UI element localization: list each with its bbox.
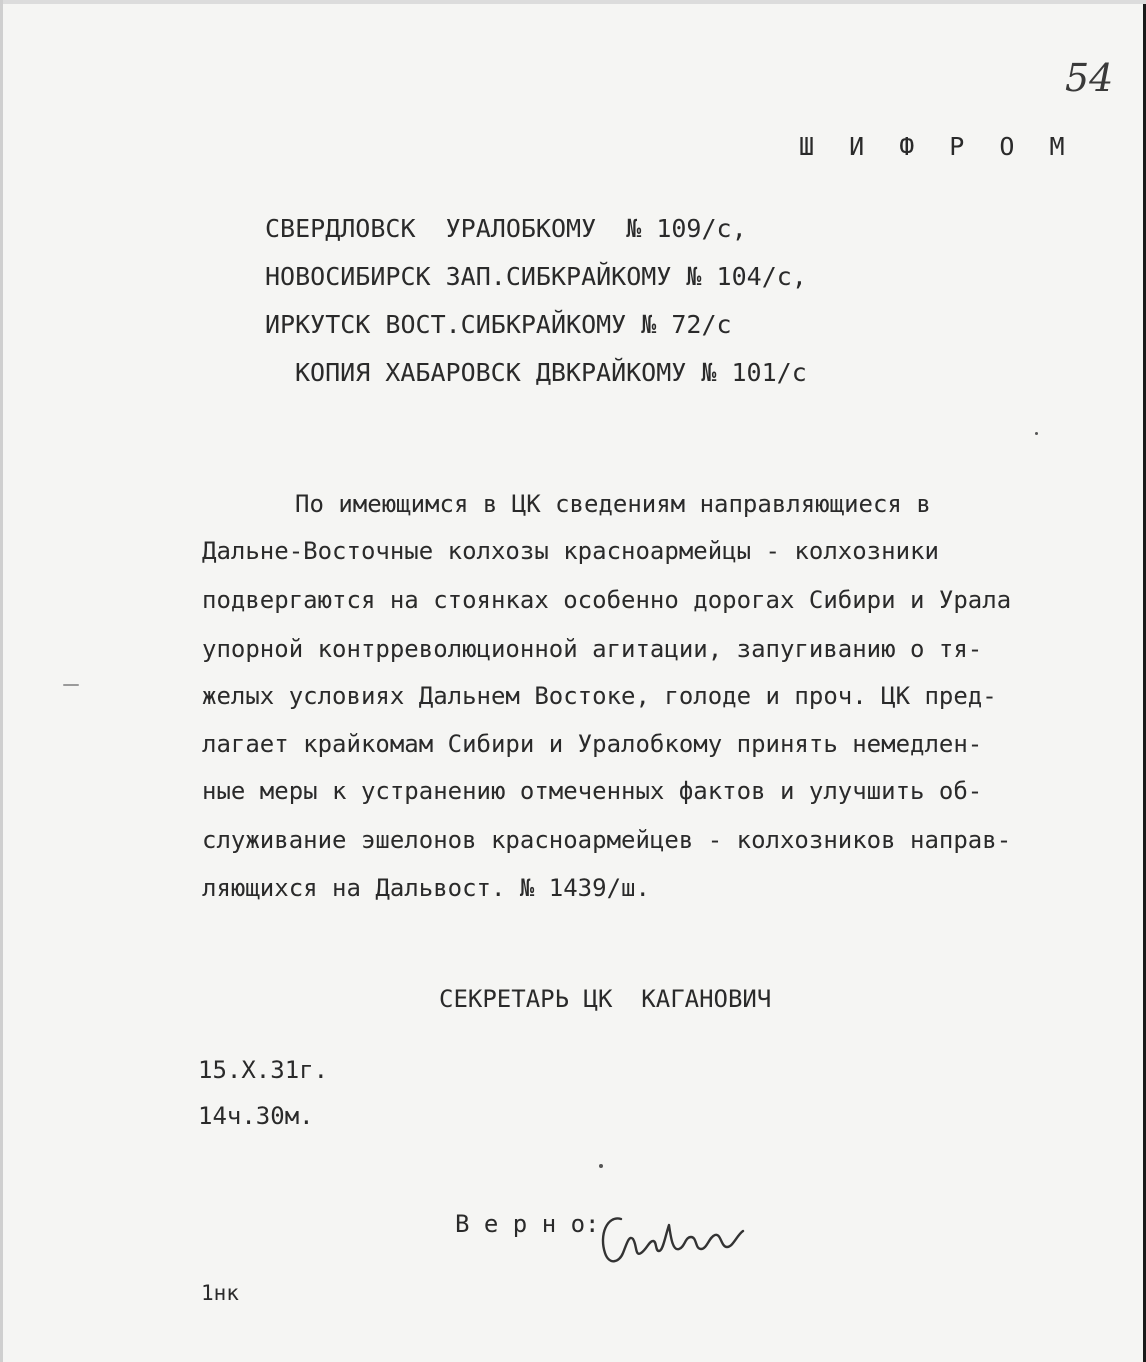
copy-addressee-line: КОПИЯ ХАБАРОВСК ДВКРАЙКОМУ № 101/с xyxy=(295,358,807,387)
body-text-line: ляющихся на Дальвост. № 1439/ш. xyxy=(202,874,650,902)
body-text-line: Дальне-Восточные колхозы красноармейцы - колхозники xyxy=(202,537,939,565)
body-text-line: По имеющимся в ЦК сведениям направляющиеся в xyxy=(295,490,931,518)
margin-mark xyxy=(63,684,79,686)
time-line: 14ч.30м. xyxy=(198,1102,314,1130)
addressee-line: ИРКУТСК ВОСТ.СИБКРАЙКОМУ № 72/с xyxy=(265,310,732,339)
body-text-line: подвергаются на стоянках особенно дорогах Сибири и Урала xyxy=(202,586,1012,614)
signatory-line: СЕКРЕТАРЬ ЦК КАГАНОВИЧ xyxy=(439,985,772,1013)
certification-label: В е р н о: xyxy=(455,1210,600,1238)
body-text-line: упорной контрреволюционной агитации, запугиванию о тя- xyxy=(202,635,983,663)
page-edge xyxy=(3,0,1146,4)
addressee-line: СВЕРДЛОВСК УРАЛОБКОМУ № 109/с, xyxy=(265,214,747,243)
body-text-line: лагает крайкомам Сибири и Уралобкому принять немедлен- xyxy=(202,730,983,758)
handwritten-signature xyxy=(593,1205,753,1275)
body-text-line: служивание эшелонов красноармейцев - колхозников направ- xyxy=(202,826,1012,854)
footer-code: 1нк xyxy=(201,1281,239,1305)
date-line: 15.X.31г. xyxy=(198,1056,329,1084)
page-number: 54 xyxy=(1065,56,1114,100)
ink-speck xyxy=(1035,432,1038,435)
body-text-line: желых условиях Дальнем Востоке, голоде и проч. ЦК пред- xyxy=(202,682,997,710)
ink-speck xyxy=(599,1164,603,1168)
addressee-line: НОВОСИБИРСК ЗАП.СИБКРАЙКОМУ № 104/с, xyxy=(265,262,807,291)
cipher-heading: Ш И Ф Р О М xyxy=(799,132,1075,161)
body-text-line: ные меры к устранению отмеченных фактов и улучшить об- xyxy=(202,777,983,805)
